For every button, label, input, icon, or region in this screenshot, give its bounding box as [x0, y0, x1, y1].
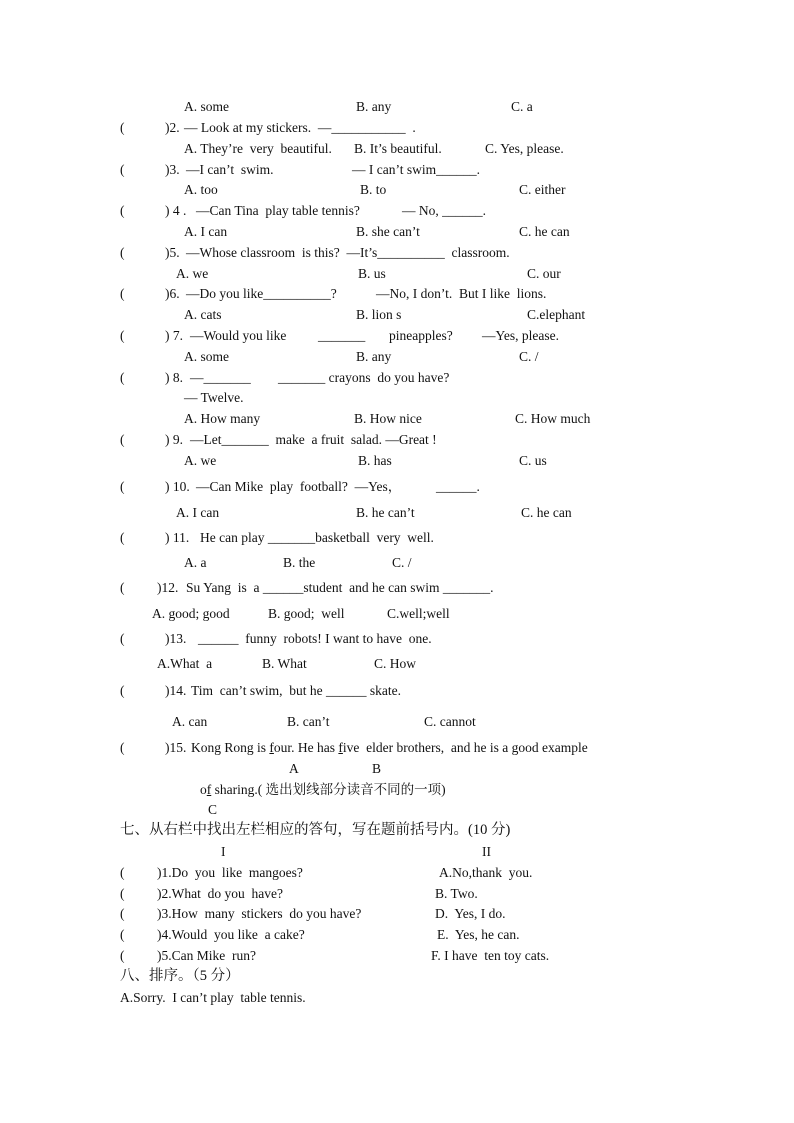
- q11-option-a: A. a: [184, 555, 207, 570]
- q8-reply: — Twelve.: [184, 390, 244, 405]
- q7-option-b: B. any: [356, 349, 392, 364]
- section8-item-a: A.Sorry. I can’t play table tennis.: [120, 990, 306, 1005]
- q3-stem-reply: — I can’t swim______.: [352, 162, 480, 177]
- section7-item-5-paren: (: [120, 948, 125, 963]
- q6-option-c: C.elephant: [527, 307, 586, 322]
- q15-underline-c: f: [206, 782, 212, 797]
- q3-open-paren: (: [120, 162, 125, 177]
- q1-option-c: C. a: [511, 99, 533, 114]
- q3-option-b: B. to: [360, 182, 387, 197]
- section7-item-2-question: )2.What do you have?: [157, 886, 283, 901]
- q9-number: ) 9.: [165, 432, 183, 447]
- q4-open-paren: (: [120, 203, 125, 218]
- q10-number: ) 10.: [165, 479, 190, 494]
- q11-option-b: B. the: [283, 555, 316, 570]
- q14-open-paren: (: [120, 683, 125, 698]
- q5-option-a: A. we: [176, 266, 209, 281]
- q8-option-c: C. How much: [515, 411, 591, 426]
- section7-item-1-question: )1.Do you like mangoes?: [157, 865, 303, 880]
- q5-stem: —Whose classroom is this? —It’s__________ classroom.: [186, 245, 510, 260]
- q15-number: )15.: [165, 740, 187, 755]
- q11-open-paren: (: [120, 530, 125, 545]
- q4-option-c: C. he can: [519, 224, 570, 239]
- q15-stem: Kong Rong is four. He has five elder brothers, and he is a good example: [191, 740, 588, 755]
- q4-option-b: B. she can’t: [356, 224, 420, 239]
- q3-option-c: C. either: [519, 182, 566, 197]
- q4-stem-reply: — No, ______.: [402, 203, 486, 218]
- section7-item-4-paren: (: [120, 927, 125, 942]
- q10-option-b: B. he can’t: [356, 505, 415, 520]
- q5-number: )5.: [165, 245, 180, 260]
- section7-item-2-paren: (: [120, 886, 125, 901]
- q15-label-b: B: [372, 761, 382, 776]
- q1-option-a: A. some: [184, 99, 229, 114]
- q2-option-c: C. Yes, please.: [485, 141, 564, 156]
- q14-number: )14.: [165, 683, 187, 698]
- q8-stem-cont: _______ crayons do you have?: [278, 370, 450, 385]
- section7-title: 七、从右栏中找出左栏相应的答句，写在题前括号内。(10 分): [120, 822, 511, 838]
- section7-item-5-answer: F. I have ten toy cats.: [431, 948, 550, 963]
- section7-item-5-question: )5.Can Mike run?: [157, 948, 256, 963]
- q15-open-paren: (: [120, 740, 125, 755]
- q6-stem-reply: —No, I don’t. But I like lions.: [376, 286, 547, 301]
- q13-option-c: C. How: [374, 656, 417, 671]
- q3-number: )3.: [165, 162, 180, 177]
- q15-label-a: A: [289, 761, 299, 776]
- q12-option-c: C.well;well: [387, 606, 450, 621]
- section7-item-3-paren: (: [120, 906, 125, 921]
- q15-underline-a: f: [269, 740, 274, 755]
- section7-item-4-question: )4.Would you like a cake?: [157, 927, 305, 942]
- q8-option-b: B. How nice: [354, 411, 422, 426]
- q7-stem-end: pineapples?: [389, 328, 453, 343]
- q8-option-a: A. How many: [184, 411, 261, 426]
- q9-option-c: C. us: [519, 453, 547, 468]
- q15-stem-line2: of sharing.( 选出划线部分读音不同的一项): [200, 782, 446, 797]
- section7-item-2-answer: B. Two.: [435, 886, 478, 901]
- section7-item-4-answer: E. Yes, he can.: [437, 927, 520, 942]
- q2-number: )2.: [165, 120, 180, 135]
- q2-option-b: B. It’s beautiful.: [354, 141, 442, 156]
- q10-option-a: A. I can: [176, 505, 220, 520]
- q14-option-a: A. can: [172, 714, 208, 729]
- q7-option-c: C. /: [519, 349, 539, 364]
- q3-option-a: A. too: [184, 182, 218, 197]
- q15-underline-b: f: [338, 740, 343, 755]
- q12-option-b: B. good; well: [268, 606, 345, 621]
- q12-option-a: A. good; good: [152, 606, 230, 621]
- q5-option-c: C. our: [527, 266, 561, 281]
- q1-option-b: B. any: [356, 99, 392, 114]
- section7-item-3-answer: D. Yes, I do.: [435, 906, 506, 921]
- q4-option-a: A. I can: [184, 224, 228, 239]
- q6-number: )6.: [165, 286, 180, 301]
- q3-stem: —I can’t swim.: [186, 162, 274, 177]
- q2-open-paren: (: [120, 120, 125, 135]
- q9-open-paren: (: [120, 432, 125, 447]
- q2-option-a: A. They’re very beautiful.: [184, 141, 332, 156]
- q6-stem: —Do you like__________?: [186, 286, 337, 301]
- q8-open-paren: (: [120, 370, 125, 385]
- section7-item-3-question: )3.How many stickers do you have?: [157, 906, 362, 921]
- q6-option-a: A. cats: [184, 307, 222, 322]
- q11-number: ) 11.: [165, 530, 190, 545]
- q6-open-paren: (: [120, 286, 125, 301]
- q13-option-b: B. What: [262, 656, 307, 671]
- section7-item-1-paren: (: [120, 865, 125, 880]
- q13-option-a: A.What a: [157, 656, 213, 671]
- q5-open-paren: (: [120, 245, 125, 260]
- section7-col-right: II: [482, 844, 491, 859]
- q7-stem: —Would you like: [190, 328, 287, 343]
- q12-stem: Su Yang is a ______student and he can swim _______.: [186, 580, 494, 595]
- q2-stem: — Look at my stickers. —___________ .: [184, 120, 416, 135]
- q12-open-paren: (: [120, 580, 125, 595]
- q7-blank: _______: [318, 328, 366, 343]
- q14-option-c: C. cannot: [424, 714, 476, 729]
- section7-item-1-answer: A.No,thank you.: [439, 865, 533, 880]
- q4-stem: —Can Tina play table tennis?: [196, 203, 360, 218]
- q10-blank: ______.: [436, 479, 480, 494]
- q11-stem: He can play _______basketball very well.: [200, 530, 434, 545]
- q11-option-c: C. /: [392, 555, 412, 570]
- q10-stem: —Can Mike play football? —Yes，: [196, 479, 402, 494]
- q15-label-c: C: [208, 802, 218, 817]
- q6-option-b: B. lion s: [356, 307, 402, 322]
- q13-number: )13.: [165, 631, 187, 646]
- q7-open-paren: (: [120, 328, 125, 343]
- q10-option-c: C. he can: [521, 505, 572, 520]
- q7-number: ) 7.: [165, 328, 183, 343]
- q12-number: )12.: [157, 580, 179, 595]
- section7-col-left: I: [221, 844, 226, 859]
- q14-stem: Tim can’t swim, but he ______ skate.: [191, 683, 401, 698]
- q7-option-a: A. some: [184, 349, 229, 364]
- q5-option-b: B. us: [358, 266, 386, 281]
- q9-option-b: B. has: [358, 453, 392, 468]
- q9-stem: —Let_______ make a fruit salad. —Great !: [190, 432, 437, 447]
- q13-open-paren: (: [120, 631, 125, 646]
- q14-option-b: B. can’t: [287, 714, 330, 729]
- q9-option-a: A. we: [184, 453, 217, 468]
- q8-number: ) 8.: [165, 370, 183, 385]
- q7-stem-reply: —Yes, please.: [482, 328, 559, 343]
- q10-open-paren: (: [120, 479, 125, 494]
- section8-title: 八、排序。（5 分）: [120, 968, 240, 984]
- q4-number: ) 4 .: [165, 203, 187, 218]
- q13-stem: ______ funny robots! I want to have one.: [198, 631, 432, 646]
- q8-stem: —_______: [190, 370, 251, 385]
